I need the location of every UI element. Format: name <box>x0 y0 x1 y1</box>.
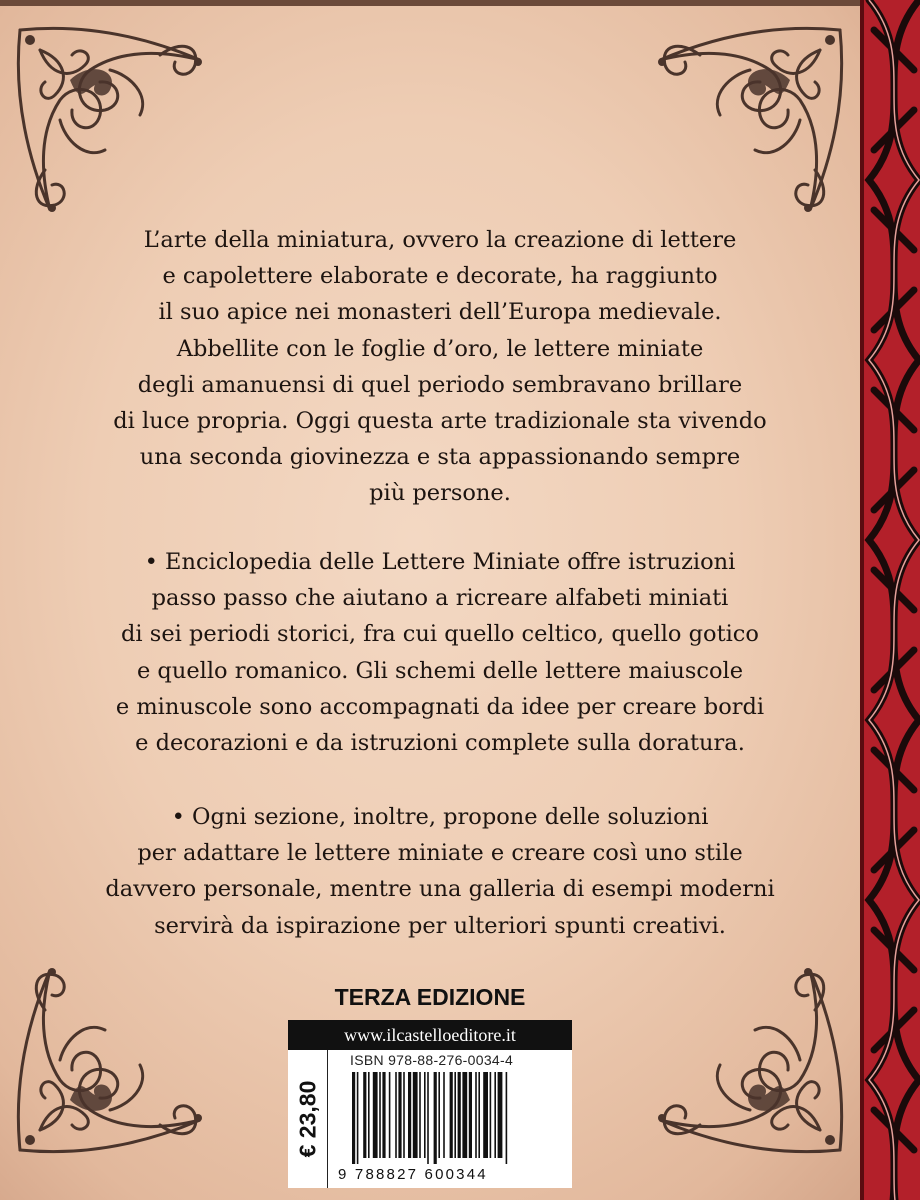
barcode-bar <box>419 1072 421 1158</box>
barcode-bar <box>498 1072 503 1158</box>
text-line: una seconda giovinezza e sta appassionando sempre <box>139 444 741 471</box>
barcode-bar <box>357 1072 359 1164</box>
text-line: • Enciclopedia delle Lettere Miniate offre istruzioni <box>144 549 736 575</box>
edition-label: TERZA EDIZIONE <box>334 984 526 1010</box>
text-line: il suo apice nei monasteri dell’Europa medievale. <box>158 299 722 326</box>
barcode-bar <box>443 1072 445 1158</box>
barcode-bar <box>434 1072 437 1164</box>
barcode-box <box>288 1020 572 1188</box>
barcode-bar <box>379 1072 381 1158</box>
barcode-bar <box>368 1072 370 1158</box>
text-line: per adattare le lettere miniate e creare così uno stile <box>137 840 743 867</box>
text-line: di luce propria. Oggi questa arte tradizionale sta vivendo <box>113 408 767 435</box>
corner-ornament-icon <box>650 960 850 1160</box>
barcode-bar <box>427 1072 429 1164</box>
barcode-bar <box>373 1072 378 1158</box>
barcode-bar <box>413 1072 418 1158</box>
publisher-website: www.ilcastelloeditore.it <box>288 1020 572 1050</box>
barcode-bar <box>424 1072 426 1158</box>
corner-ornament-icon <box>10 960 210 1160</box>
corner-ornament-icon <box>10 20 210 220</box>
barcode-bar <box>438 1072 440 1158</box>
description-paragraph-3 <box>100 799 780 944</box>
text-line: Abbellite con le foglie d’oro, le lettere miniate <box>176 335 704 362</box>
text-line: degli amanuensi di quel periodo sembravano brillare <box>137 371 743 398</box>
description-paragraph-1 <box>100 222 780 512</box>
barcode-bar <box>462 1072 467 1158</box>
text-line: e capolettere elaborate e decorate, ha raggiunto <box>162 263 718 290</box>
barcode-bar <box>403 1072 405 1158</box>
text-line: e quello romanico. Gli schemi delle lettere maiuscole <box>136 657 744 684</box>
text-line: e decorazioni e da istruzioni complete sulla doratura. <box>135 730 745 757</box>
barcode-bar <box>506 1072 508 1164</box>
text-line: davvero personale, mentre una galleria di esempi moderni <box>105 876 775 903</box>
description-paragraph-2 <box>100 544 780 761</box>
price-label: € 23,80 <box>294 1080 321 1158</box>
page-edge <box>0 0 920 6</box>
barcode-bar <box>382 1072 385 1158</box>
barcode-bar <box>475 1072 477 1158</box>
text-line: • Ogni sezione, inoltre, propone delle soluzioni <box>171 804 709 830</box>
price-column <box>288 1050 328 1188</box>
barcode-bar <box>398 1072 401 1158</box>
book-spine <box>860 0 920 1200</box>
text-line: di sei periodi storici, fra cui quello celtico, quello gotico <box>121 621 759 648</box>
barcode-bar <box>352 1072 355 1164</box>
barcode-bar <box>454 1072 456 1158</box>
barcode-bar <box>478 1072 480 1158</box>
barcode-bar <box>458 1072 461 1158</box>
barcode-bar <box>450 1072 453 1158</box>
corner-ornament-icon <box>650 20 850 220</box>
isbn-label: ISBN 978-88-276-0034-4 <box>350 1052 514 1068</box>
barcode-bar <box>483 1072 488 1158</box>
barcode-bar <box>363 1072 366 1158</box>
text-line: più persone. <box>369 480 511 507</box>
barcode-bar <box>389 1072 391 1158</box>
barcode-bars <box>350 1072 560 1166</box>
barcode-bar <box>490 1072 492 1158</box>
barcode-bar <box>395 1072 397 1158</box>
text-line: L’arte della miniatura, ovvero la creazione di lettere <box>143 227 737 253</box>
barcode-bar <box>494 1072 496 1158</box>
barcode-bar <box>408 1072 411 1158</box>
ean-digits: 9 788827 600344 <box>338 1166 488 1183</box>
text-line: e minuscole sono accompagnati da idee per creare bordi <box>115 693 765 720</box>
text-line: servirà da ispirazione per ulteriori spunti creativi. <box>154 912 726 939</box>
celtic-knot-pattern <box>864 0 920 1200</box>
text-line: passo passo che aiutano a ricreare alfabeti miniati <box>151 585 729 612</box>
barcode-bar <box>469 1072 472 1158</box>
